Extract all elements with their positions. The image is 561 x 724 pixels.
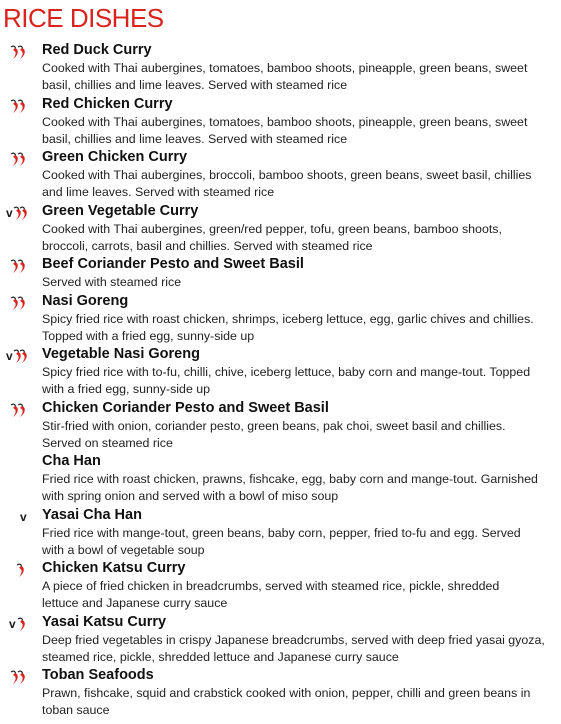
menu-item [0,293,561,347]
menu-item [0,149,561,203]
menu-item [0,400,561,454]
no-icon [6,455,38,471]
vegetarian-icon [6,509,38,525]
menu-item [0,96,561,150]
two-chillies-icon [6,258,38,274]
item-description: Cooked with Thai aubergines, tomatoes, bamboo shoots, pineapple, green beans, sweet basil, chillies and lime leaves. Served with steamed rice [42,114,528,146]
vegetarian-one-chilli-icon [6,616,38,632]
item-description: Served with steamed rice [42,275,182,289]
menu-item [0,667,561,721]
item-name: Red Duck Curry [42,42,152,58]
item-description: Cooked with Thai aubergines, tomatoes, bamboo shoots, pineapple, green beans, sweet basil, chillies and lime leaves. Served with steamed rice [42,61,528,92]
item-description: Cooked with Thai aubergines, green/red pepper, tofu, green beans, bamboo shoots, broccoli, carrots, basil and chillies. Served with steamed rice [42,221,502,253]
menu-item [0,560,561,614]
svg-text:v: v [6,205,13,220]
menu-item [0,203,561,257]
two-chillies-icon [6,669,38,685]
menu-item [0,256,561,293]
item-name: Vegetable Nasi Goreng [42,346,200,362]
two-chillies-icon [6,44,38,60]
menu-item [0,346,561,400]
menu-item [0,507,561,561]
vegetarian-two-chillies-icon [6,348,38,364]
menu-item [0,614,561,668]
item-name: Chicken Katsu Curry [42,560,186,576]
one-chilli-icon [6,562,38,578]
item-name: Nasi Goreng [42,292,129,309]
item-description: Stir-fried with onion, coriander pesto, green beans, pak choi, sweet basil and chillies. Served on steamed rice [42,418,506,450]
item-description: Spicy fried rice with to-fu, chilli, chive, iceberg lettuce, baby corn and mange-tout. Topped with a fried egg, sunny-side up [42,365,531,396]
item-description: Cooked with Thai aubergines, broccoli, bamboo shoots, green beans, sweet basil, chillies and lime leaves. Served with steamed rice [42,168,532,199]
two-chillies-icon [6,98,38,114]
svg-text:v: v [6,349,13,363]
item-description: Spicy fried rice with roast chicken, shrimps, iceberg lettuce, egg, garlic chives and chillies. Topped with a fried egg, sunny-side up [42,311,534,343]
item-name: Toban Seafoods [42,667,154,683]
item-description: Fried rice with mange-tout, green beans, baby corn, pepper, fried to-fu and egg. Served with a bowl of vegetable soup [42,525,521,557]
svg-text:v: v [9,616,16,631]
item-name: Yasai Katsu Curry [42,613,167,630]
item-description: Fried rice with roast chicken, prawns, fishcake, egg, baby corn and mange-tout. Garnished with spring onion and served with a bowl of miso soup [42,472,538,503]
item-name: Yasai Cha Han [42,506,142,523]
item-name: Green Chicken Curry [42,149,188,165]
item-description: Deep fried vegetables in crispy Japanese breadcrumbs, served with deep fried yasai gyoza, steamed rice, pickle, shredded lettuce and Japanese curry sauce [42,632,545,664]
two-chillies-icon [6,402,38,418]
item-name: Red Chicken Curry [42,95,173,112]
svg-text:v: v [20,509,27,524]
menu-item [0,453,561,507]
page-title: RICE DISHES [3,3,164,33]
item-name: Green Vegetable Curry [42,202,199,219]
item-description: A piece of fried chicken in breadcrumbs, served with steamed rice, pickle, shredded lettuce and Japanese curry sauce [42,579,500,610]
vegetarian-two-chillies-icon [6,205,38,221]
two-chillies-icon [6,151,38,167]
item-name: Chicken Coriander Pesto and Sweet Basil [42,399,329,416]
menu-list [0,42,561,721]
item-name: Cha Han [42,453,101,469]
item-name: Beef Coriander Pesto and Sweet Basil [42,256,304,272]
menu-item [0,42,561,96]
two-chillies-icon [6,295,38,311]
item-description: Prawn, fishcake, squid and crabstick cooked with onion, pepper, chilli and green beans in toban sauce [42,686,531,717]
